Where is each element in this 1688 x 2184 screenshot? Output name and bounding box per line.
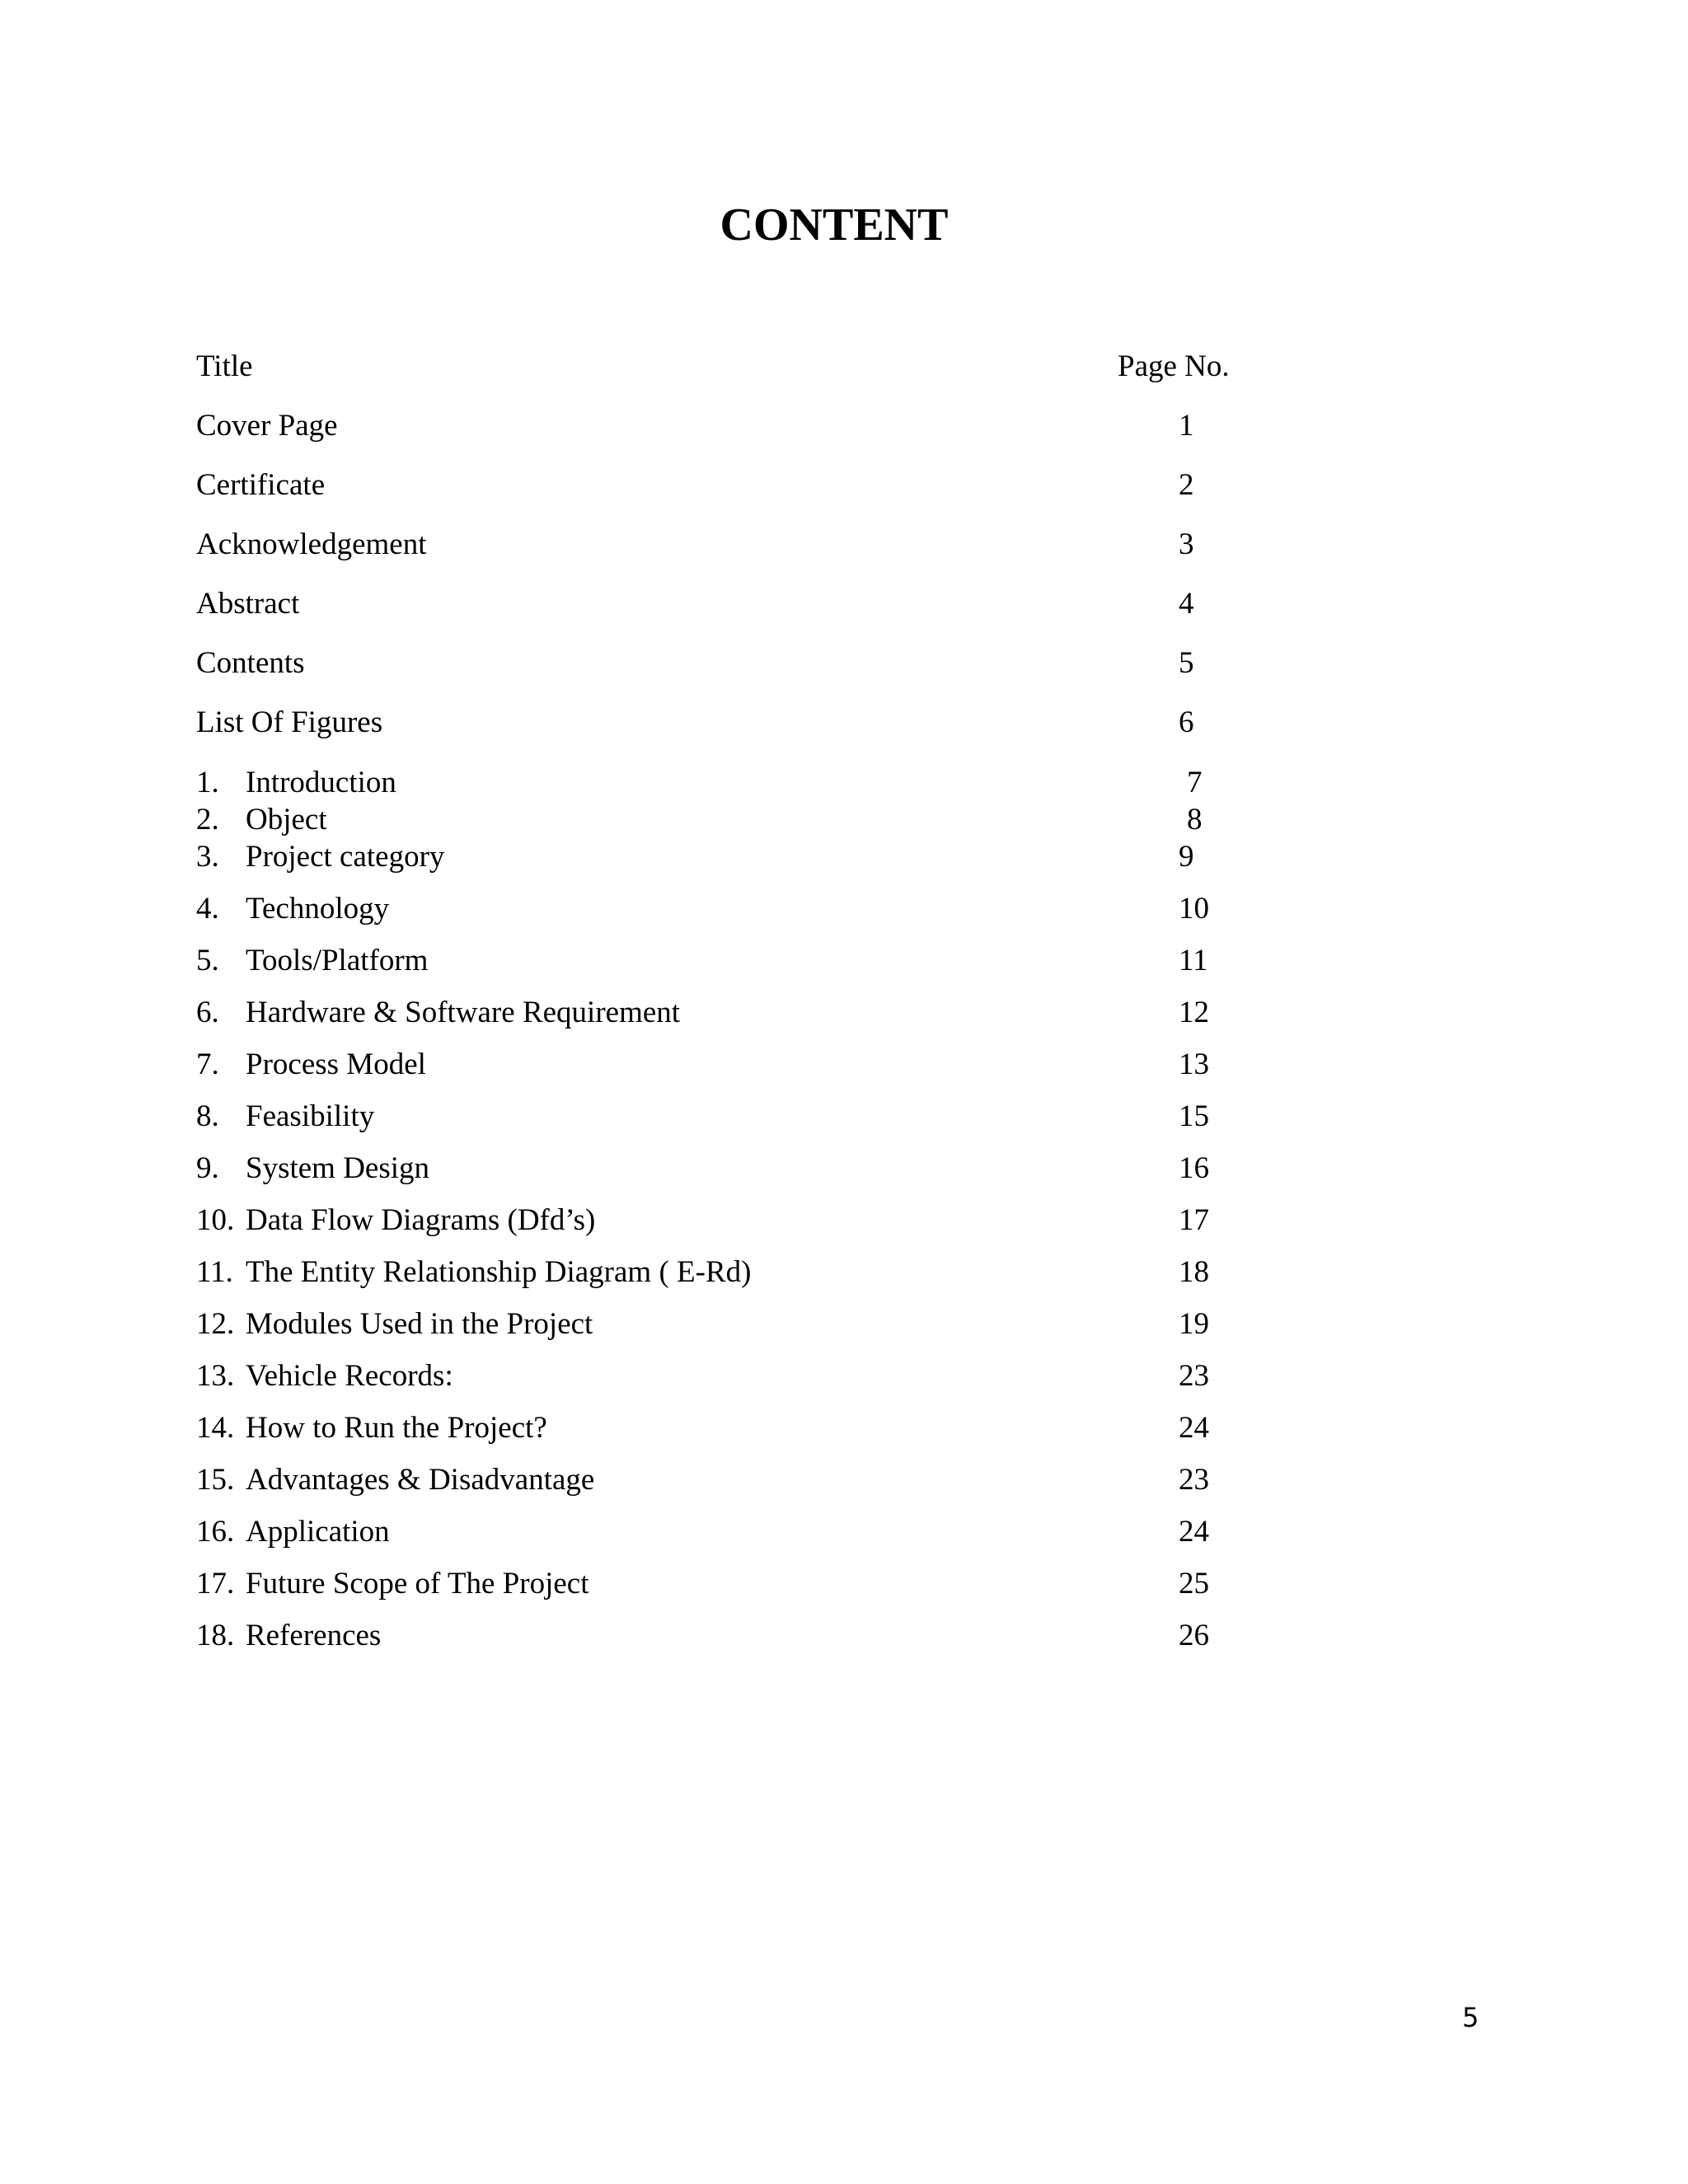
chapter-page: 23 bbox=[1179, 1359, 1209, 1393]
chapter-page: 12 bbox=[1179, 996, 1209, 1029]
toc-entry-title: Abstract bbox=[196, 587, 300, 621]
page-column-header: Page No. bbox=[1118, 349, 1230, 383]
chapter-number: 9. bbox=[196, 1151, 219, 1185]
toc-chapter bbox=[196, 1300, 1268, 1349]
chapter-title: Object bbox=[246, 803, 327, 837]
chapter-number: 1. bbox=[196, 766, 219, 799]
toc-chapter bbox=[196, 1507, 1268, 1557]
toc-entry-title: Cover Page bbox=[196, 409, 338, 443]
chapter-number: 18. bbox=[196, 1619, 235, 1652]
chapter-number: 13. bbox=[196, 1359, 235, 1393]
chapter-title: Application bbox=[246, 1515, 390, 1549]
toc-entry-page: 5 bbox=[1179, 646, 1194, 680]
chapter-title: System Design bbox=[246, 1151, 430, 1185]
page-title: CONTENT bbox=[720, 199, 949, 251]
toc-chapter bbox=[196, 936, 1268, 986]
toc-chapter bbox=[196, 1559, 1268, 1609]
chapter-page: 18 bbox=[1179, 1255, 1209, 1289]
toc-chapter bbox=[196, 884, 1268, 934]
chapter-number: 7. bbox=[196, 1047, 219, 1081]
toc-chapter bbox=[196, 1248, 1268, 1297]
chapter-title: Feasibility bbox=[246, 1099, 375, 1133]
toc-entry bbox=[196, 579, 1268, 629]
chapter-number: 11. bbox=[196, 1255, 233, 1289]
chapter-page: 24 bbox=[1179, 1411, 1209, 1445]
toc-entry-title: Acknowledgement bbox=[196, 527, 427, 561]
chapter-title: Data Flow Diagrams (Dfd’s) bbox=[246, 1203, 596, 1237]
toc-chapter bbox=[196, 1196, 1268, 1245]
chapter-title: Tools/Platform bbox=[246, 944, 429, 977]
toc-entry bbox=[196, 698, 1268, 748]
toc-chapter bbox=[196, 1404, 1268, 1453]
toc-header bbox=[196, 342, 1268, 391]
toc-chapter bbox=[196, 1092, 1268, 1141]
toc-entry bbox=[196, 639, 1268, 688]
toc-entry-page: 6 bbox=[1179, 705, 1194, 739]
chapter-title: References bbox=[246, 1619, 382, 1652]
chapter-page: 26 bbox=[1179, 1619, 1209, 1652]
chapter-page: 15 bbox=[1179, 1099, 1209, 1133]
chapter-number: 14. bbox=[196, 1411, 235, 1445]
chapter-number: 2. bbox=[196, 803, 219, 837]
chapter-number: 3. bbox=[196, 840, 219, 874]
chapter-page: 8 bbox=[1187, 803, 1203, 837]
page-number: 5 bbox=[1462, 2002, 1479, 2033]
toc-entry-title: List Of Figures bbox=[196, 705, 383, 739]
chapter-title: Hardware & Software Requirement bbox=[246, 996, 681, 1029]
chapter-number: 10. bbox=[196, 1203, 235, 1237]
chapter-page: 7 bbox=[1187, 766, 1203, 799]
toc-entry-page: 4 bbox=[1179, 587, 1194, 621]
toc-chapter bbox=[196, 1144, 1268, 1193]
toc-entry-title: Contents bbox=[196, 646, 305, 680]
chapter-page: 13 bbox=[1179, 1047, 1209, 1081]
toc-chapter bbox=[196, 1352, 1268, 1401]
toc-chapter bbox=[196, 1455, 1268, 1505]
toc-chapter bbox=[196, 832, 1268, 882]
chapter-number: 6. bbox=[196, 996, 219, 1029]
chapter-page: 9 bbox=[1179, 840, 1194, 874]
toc-entry bbox=[196, 461, 1268, 510]
chapter-number: 17. bbox=[196, 1567, 235, 1601]
chapter-number: 16. bbox=[196, 1515, 235, 1549]
toc-chapter bbox=[196, 1611, 1268, 1661]
chapter-page: 23 bbox=[1179, 1463, 1209, 1497]
chapter-page: 19 bbox=[1179, 1307, 1209, 1341]
chapter-title: Future Scope of The Project bbox=[246, 1567, 589, 1601]
toc-entry-page: 1 bbox=[1179, 409, 1194, 443]
toc-entry-page: 2 bbox=[1179, 468, 1194, 502]
toc-chapter bbox=[196, 1040, 1268, 1090]
chapter-page: 16 bbox=[1179, 1151, 1209, 1185]
chapter-title: How to Run the Project? bbox=[246, 1411, 547, 1445]
toc-entry bbox=[196, 520, 1268, 569]
chapter-title: Process Model bbox=[246, 1047, 426, 1081]
toc-entry-page: 3 bbox=[1179, 527, 1194, 561]
chapter-page: 17 bbox=[1179, 1203, 1209, 1237]
toc-entry-title: Certificate bbox=[196, 468, 326, 502]
chapter-number: 12. bbox=[196, 1307, 235, 1341]
chapter-title: Project category bbox=[246, 840, 445, 874]
chapter-title: Vehicle Records: bbox=[246, 1359, 453, 1393]
chapter-page: 24 bbox=[1179, 1515, 1209, 1549]
chapter-page: 25 bbox=[1179, 1567, 1209, 1601]
chapter-number: 5. bbox=[196, 944, 219, 977]
chapter-page: 11 bbox=[1179, 944, 1208, 977]
toc-chapter bbox=[196, 988, 1268, 1038]
chapter-number: 8. bbox=[196, 1099, 219, 1133]
chapter-title: Advantages & Disadvantage bbox=[246, 1463, 595, 1497]
chapter-number: 15. bbox=[196, 1463, 235, 1497]
title-column-header: Title bbox=[196, 349, 253, 383]
chapter-number: 4. bbox=[196, 892, 219, 926]
chapter-page: 10 bbox=[1179, 892, 1209, 926]
chapter-title: Modules Used in the Project bbox=[246, 1307, 593, 1341]
chapter-title: Technology bbox=[246, 892, 390, 926]
chapter-title: Introduction bbox=[246, 766, 396, 799]
toc-entry bbox=[196, 401, 1268, 451]
chapter-title: The Entity Relationship Diagram ( E-Rd) bbox=[246, 1255, 752, 1289]
